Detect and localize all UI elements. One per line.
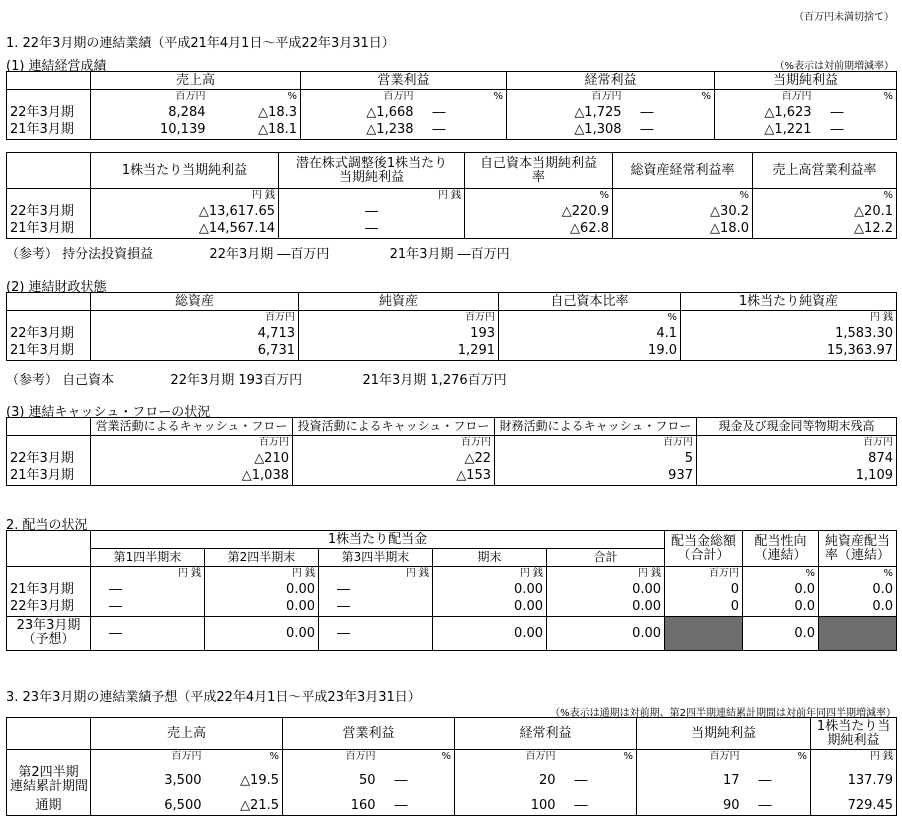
unit: % bbox=[205, 750, 283, 764]
header-dividend-on-equity: 純資産配当率（連結） bbox=[819, 531, 897, 567]
cell: △220.9 bbox=[465, 202, 613, 220]
shaded-cell bbox=[665, 616, 743, 650]
row-label-line: 連結累計期間 bbox=[10, 779, 89, 794]
unit: 百万円 bbox=[495, 436, 697, 450]
header-total-assets: 総資産 bbox=[91, 293, 299, 311]
unit: 百万円 bbox=[171, 751, 202, 762]
cell: ― bbox=[379, 763, 455, 797]
table-row bbox=[7, 467, 897, 485]
table-row bbox=[7, 763, 897, 797]
cell: △19.5 bbox=[205, 763, 283, 797]
header-diluted-eps: 潜在株式調整後1株当たり当期純利益 bbox=[279, 153, 465, 189]
unit: % bbox=[465, 189, 613, 203]
financial-position-table bbox=[6, 292, 897, 361]
cell: ― bbox=[417, 103, 507, 121]
unit: % bbox=[417, 90, 507, 104]
unit: 円 銭 bbox=[91, 189, 279, 203]
cell: △1,238 bbox=[366, 122, 414, 138]
row-label: 22年3月期 bbox=[7, 202, 91, 220]
unit: 百万円 bbox=[781, 91, 812, 102]
unit: 円 銭 bbox=[279, 189, 465, 203]
section1-sub2-title: (2) 連結財政状態 bbox=[6, 280, 107, 295]
unit: % bbox=[743, 567, 819, 581]
unit: % bbox=[625, 90, 715, 104]
unit: 百万円 bbox=[383, 91, 414, 102]
cell: △18.0 bbox=[613, 220, 753, 238]
cell: 0 bbox=[665, 580, 743, 598]
forecast-table bbox=[6, 717, 897, 816]
unit: 円 銭 bbox=[433, 567, 547, 581]
unit-note: （百万円未満切捨て） bbox=[794, 12, 894, 23]
operating-results-table bbox=[6, 71, 897, 140]
cell: 4.1 bbox=[499, 324, 681, 342]
cell: 6,731 bbox=[91, 342, 299, 360]
section1-sub3-title: (3) 連結キャッシュ・フローの状況 bbox=[6, 405, 211, 420]
cell: 137.79 bbox=[811, 763, 897, 797]
unit: 百万円 bbox=[345, 751, 376, 762]
table-row bbox=[7, 121, 897, 139]
cell: 1,583.30 bbox=[681, 324, 897, 342]
cell: △13,617.65 bbox=[91, 202, 279, 220]
section1-sub1-note: （%表示は対前期増減率） bbox=[774, 61, 894, 72]
header-total-dividends: 配当金総額（合計） bbox=[665, 531, 743, 567]
unit: 円 銭 bbox=[205, 567, 319, 581]
unit: % bbox=[499, 311, 681, 325]
header-roa: 総資産経常利益率 bbox=[613, 153, 753, 189]
unit: 百万円 bbox=[709, 751, 740, 762]
cell: ― bbox=[559, 763, 637, 797]
unit: 円 銭 bbox=[547, 567, 665, 581]
cell: ― bbox=[91, 598, 205, 616]
cell: △18.3 bbox=[209, 103, 301, 121]
header-roe: 自己資本当期純利益率 bbox=[465, 153, 613, 189]
header-cash-balance: 現金及び現金同等物期末残高 bbox=[697, 418, 897, 436]
header-total: 合計 bbox=[547, 549, 665, 567]
header-payout-ratio: 配当性向（連結） bbox=[743, 531, 819, 567]
cell: 5 bbox=[495, 449, 697, 467]
cell: 874 bbox=[697, 449, 897, 467]
unit: 円 銭 bbox=[681, 311, 897, 325]
ratios-table bbox=[6, 152, 897, 239]
unit: 百万円 bbox=[525, 751, 556, 762]
row-label: 21年3月期 bbox=[7, 220, 91, 238]
cell: △1,038 bbox=[91, 467, 293, 485]
cell: 15,363.97 bbox=[681, 342, 897, 360]
ref-value: 22年3月期 193百万円 bbox=[170, 373, 303, 388]
cell: 0.00 bbox=[433, 598, 547, 616]
cell: 100 bbox=[530, 798, 556, 814]
header-operating-margin: 売上高営業利益率 bbox=[753, 153, 897, 189]
table-row bbox=[7, 797, 897, 815]
cell: 0.00 bbox=[205, 616, 319, 650]
cell: ― bbox=[279, 202, 465, 220]
section2-title: 2. 配当の状況 bbox=[6, 518, 88, 533]
unit: 円 銭 bbox=[811, 750, 897, 764]
cell: △1,668 bbox=[366, 104, 414, 120]
cell: ― bbox=[319, 616, 433, 650]
cell: ― bbox=[279, 220, 465, 238]
header-q1: 第1四半期末 bbox=[91, 549, 205, 567]
cell: △1,725 bbox=[574, 104, 622, 120]
cell: 90 bbox=[723, 798, 740, 814]
unit: % bbox=[753, 189, 897, 203]
cell: ― bbox=[91, 580, 205, 598]
cell: ― bbox=[319, 598, 433, 616]
header-q3: 第3四半期末 bbox=[319, 549, 433, 567]
table-row bbox=[7, 202, 897, 220]
ref-value: 21年3月期 1,276百万円 bbox=[362, 373, 507, 388]
cell: 6,500 bbox=[164, 798, 202, 814]
unit: 百万円 bbox=[665, 567, 743, 581]
cell: △30.2 bbox=[613, 202, 753, 220]
table-row bbox=[7, 449, 897, 467]
cell: △18.1 bbox=[209, 121, 301, 139]
cell: ― bbox=[815, 121, 897, 139]
header-net-assets: 純資産 bbox=[299, 293, 499, 311]
table-row bbox=[7, 103, 897, 121]
unit: 百万円 bbox=[299, 311, 499, 325]
row-label bbox=[7, 616, 91, 650]
cell: 50 bbox=[358, 772, 376, 788]
cell: △153 bbox=[293, 467, 495, 485]
unit: % bbox=[209, 90, 301, 104]
unit: 百万円 bbox=[591, 91, 622, 102]
row-label: 22年3月期 bbox=[7, 324, 91, 342]
cell: ― bbox=[319, 580, 433, 598]
cell: ― bbox=[417, 121, 507, 139]
table-row bbox=[7, 220, 897, 238]
cell: 19.0 bbox=[499, 342, 681, 360]
cell: 4,713 bbox=[91, 324, 299, 342]
ref-label: （参考） 持分法投資損益 bbox=[6, 247, 154, 262]
row-label: 22年3月期 bbox=[7, 103, 91, 121]
header-net-income: 当期純利益 bbox=[715, 72, 897, 90]
row-label: 21年3月期 bbox=[7, 580, 91, 598]
header-operating-income: 営業利益 bbox=[301, 72, 507, 90]
cell: 0.0 bbox=[819, 580, 897, 598]
header-net-income: 当期純利益 bbox=[637, 718, 811, 750]
row-label: 21年3月期 bbox=[7, 121, 91, 139]
cell: ― bbox=[559, 797, 637, 815]
unit: 円 銭 bbox=[91, 567, 205, 581]
unit: % bbox=[559, 750, 637, 764]
dividends-table bbox=[6, 530, 897, 651]
cell: ― bbox=[379, 797, 455, 815]
row-label: 21年3月期 bbox=[7, 467, 91, 485]
unit: % bbox=[819, 567, 897, 581]
cell: 0.00 bbox=[547, 616, 665, 650]
section3-title: 3. 23年3月期の連結業績予想（平成22年4月1日～平成23年3月31日） bbox=[6, 690, 421, 705]
cell: △21.5 bbox=[205, 797, 283, 815]
unit: 百万円 bbox=[91, 311, 299, 325]
table-row bbox=[7, 580, 897, 598]
header-financing-cf: 財務活動によるキャッシュ・フロー bbox=[495, 418, 697, 436]
ref-value: 21年3月期 ―百万円 bbox=[389, 247, 510, 262]
reference-equity-method bbox=[6, 243, 510, 262]
reference-equity bbox=[6, 369, 507, 388]
header-ordinary-income: 経常利益 bbox=[455, 718, 637, 750]
cell: ― bbox=[91, 616, 205, 650]
cell: 0.00 bbox=[547, 598, 665, 616]
table-row-forecast bbox=[7, 616, 897, 650]
row-label: 22年3月期 bbox=[7, 598, 91, 616]
cell: 0.0 bbox=[743, 580, 819, 598]
unit: % bbox=[613, 189, 753, 203]
unit: % bbox=[743, 750, 811, 764]
section1-sub1-title: (1) 連結経営成績 bbox=[6, 59, 107, 74]
cell: 160 bbox=[350, 798, 376, 814]
cell: 0.0 bbox=[743, 616, 819, 650]
cell: △62.8 bbox=[465, 220, 613, 238]
ref-label: （参考） 自己資本 bbox=[6, 373, 115, 388]
cell: ― bbox=[743, 763, 811, 797]
row-label: 通期 bbox=[7, 797, 91, 815]
header-bps: 1株当たり純資産 bbox=[681, 293, 897, 311]
cell: 1,109 bbox=[697, 467, 897, 485]
cell: 0.00 bbox=[433, 616, 547, 650]
cell: △12.2 bbox=[753, 220, 897, 238]
header-eps: 1株当たり当期純利益 bbox=[811, 718, 897, 750]
cell: ― bbox=[815, 103, 897, 121]
cell: 20 bbox=[538, 772, 556, 788]
section3-note: （%表示は通期は対前期、第2四半期連結累計期間は対前年同四半期増減率） bbox=[550, 708, 896, 719]
cell: △210 bbox=[91, 449, 293, 467]
unit: % bbox=[379, 750, 455, 764]
unit: 円 銭 bbox=[319, 567, 433, 581]
cell: ― bbox=[625, 121, 715, 139]
table-row bbox=[7, 324, 897, 342]
header-blank bbox=[7, 72, 91, 90]
header-eps: 1株当たり当期純利益 bbox=[91, 153, 279, 189]
cell: 0 bbox=[665, 598, 743, 616]
unit: 百万円 bbox=[293, 436, 495, 450]
shaded-cell bbox=[819, 616, 897, 650]
cell: 0.0 bbox=[743, 598, 819, 616]
header-equity-ratio: 自己資本比率 bbox=[499, 293, 681, 311]
header-dividend-per-share: 1株当たり配当金 bbox=[91, 531, 665, 549]
cell: △22 bbox=[293, 449, 495, 467]
cell: 0.00 bbox=[433, 580, 547, 598]
cell: 937 bbox=[495, 467, 697, 485]
cell: 193 bbox=[299, 324, 499, 342]
header-investing-cf: 投資活動によるキャッシュ・フロー bbox=[293, 418, 495, 436]
cell: 0.00 bbox=[205, 598, 319, 616]
cell: ― bbox=[625, 103, 715, 121]
cell: △14,567.14 bbox=[91, 220, 279, 238]
header-operating-cf: 営業活動によるキャッシュ・フロー bbox=[91, 418, 293, 436]
header-q2: 第2四半期末 bbox=[205, 549, 319, 567]
section1-title: 1. 22年3月期の連結業績（平成21年4月1日～平成22年3月31日） bbox=[6, 36, 395, 51]
cell: 729.45 bbox=[811, 797, 897, 815]
unit: 百万円 bbox=[91, 436, 293, 450]
ref-value: 22年3月期 ―百万円 bbox=[209, 247, 330, 262]
cell: 0.00 bbox=[547, 580, 665, 598]
row-label: 22年3月期 bbox=[7, 449, 91, 467]
unit: 百万円 bbox=[175, 91, 206, 102]
cell: 17 bbox=[723, 772, 740, 788]
table-row bbox=[7, 342, 897, 360]
cell: △20.1 bbox=[753, 202, 897, 220]
cell: 8,284 bbox=[168, 104, 206, 120]
row-label-line: 23年3月期 bbox=[16, 618, 81, 633]
cell: 0.0 bbox=[819, 598, 897, 616]
cell: 10,139 bbox=[160, 122, 206, 138]
table-row bbox=[7, 598, 897, 616]
cash-flow-table bbox=[6, 417, 897, 486]
row-label-line: 第2四半期 bbox=[18, 765, 79, 780]
cell: 3,500 bbox=[164, 772, 202, 788]
unit: % bbox=[815, 90, 897, 104]
header-ordinary-income: 経常利益 bbox=[507, 72, 715, 90]
header-operating-income: 営業利益 bbox=[283, 718, 455, 750]
row-label: 21年3月期 bbox=[7, 342, 91, 360]
unit: 百万円 bbox=[697, 436, 897, 450]
cell: △1,308 bbox=[574, 122, 622, 138]
cell: △1,623 bbox=[764, 104, 812, 120]
header-year-end: 期末 bbox=[433, 549, 547, 567]
row-label bbox=[7, 763, 91, 797]
cell: 1,291 bbox=[299, 342, 499, 360]
cell: 0.00 bbox=[205, 580, 319, 598]
header-sales: 売上高 bbox=[91, 718, 283, 750]
row-label-line: （予想） bbox=[22, 632, 75, 647]
cell: △1,221 bbox=[764, 122, 812, 138]
header-sales: 売上高 bbox=[91, 72, 301, 90]
cell: ― bbox=[743, 797, 811, 815]
